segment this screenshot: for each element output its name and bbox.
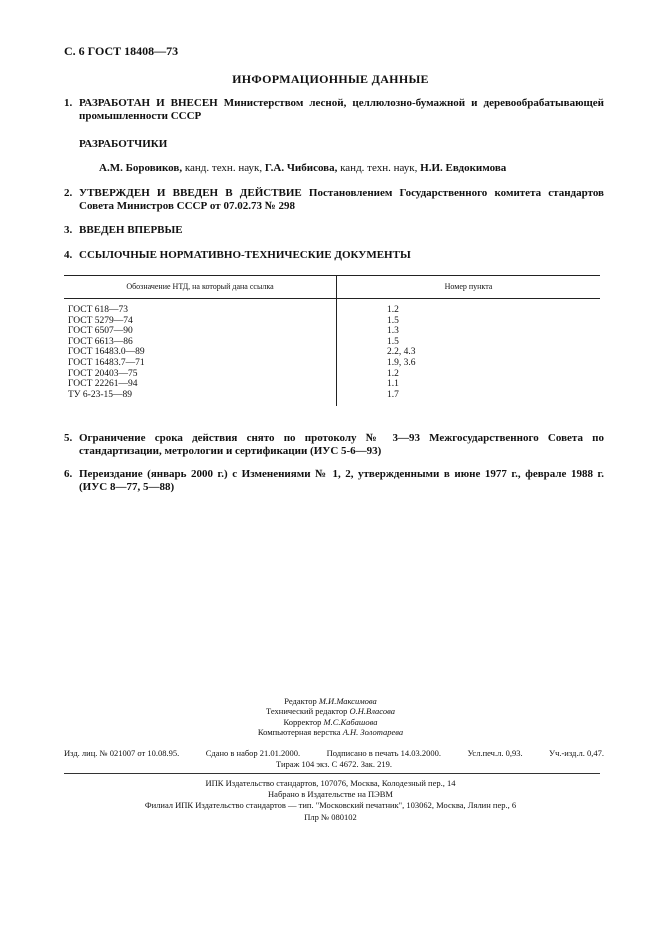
typeset-date: Сдано в набор 21.01.2000. xyxy=(205,748,301,758)
ntd-cell: ГОСТ 5279—74 xyxy=(64,316,337,327)
item-number: 1. xyxy=(64,97,73,109)
item-text: ССЫЛОЧНЫЕ НОРМАТИВНО-ТЕХНИЧЕСКИЕ ДОКУМЕНТЫ xyxy=(79,249,411,261)
ntd-cell: ГОСТ 22261—94 xyxy=(64,379,337,390)
publisher-line: Плр № 080102 xyxy=(304,811,357,822)
ntd-cell: ГОСТ 16483.0—89 xyxy=(64,347,337,358)
clause-cell: 1.3 xyxy=(387,326,399,337)
developer-name: А.М. Боровиков, xyxy=(99,162,183,174)
item-number: 6. xyxy=(64,468,73,480)
item-2 xyxy=(64,187,604,213)
developers-heading: РАЗРАБОТЧИКИ xyxy=(79,138,168,150)
reference-table xyxy=(64,275,600,406)
section-title: ИНФОРМАЦИОННЫЕ ДАННЫЕ xyxy=(232,72,429,86)
ntd-cell: ГОСТ 16483.7—71 xyxy=(64,358,337,369)
item-number: 3. xyxy=(64,224,73,236)
publisher-line: Филиал ИПК Издательство стандартов — тип. "Московский печатник", 103062, Москва, Лялин пер., 6 xyxy=(144,800,517,811)
item-6 xyxy=(64,468,604,494)
table-row xyxy=(64,347,600,358)
item-number: 4. xyxy=(64,249,73,261)
imprint-line xyxy=(0,717,661,727)
imprint-line xyxy=(0,727,661,737)
developers-list xyxy=(99,162,506,174)
table-row xyxy=(64,358,600,369)
item-1 xyxy=(64,97,604,123)
clause-cell: 1.7 xyxy=(387,389,399,400)
developer-name: Н.И. Евдокимова xyxy=(420,162,507,174)
divider xyxy=(64,773,600,774)
item-5 xyxy=(64,432,604,458)
item-text: Ограничение срока действия снято по протоколу № 3—93 Межгосударственного Совета по стандартизации, метрологии и сертификации (ИУС 5-6—93) xyxy=(79,432,604,457)
publishing-sheets: Уч.-изд.л. 0,47. xyxy=(549,748,604,758)
imprint-role: Компьютерная верстка xyxy=(257,727,341,738)
imprint-role: Технический редактор xyxy=(266,706,348,717)
developer-name: Г.А. Чибисова, xyxy=(264,162,338,174)
publisher-block xyxy=(0,778,661,823)
editorial-imprint xyxy=(0,696,661,738)
item-text: РАЗРАБОТАН И ВНЕСЕН Министерством лесной, целлюлозно-бумажной и деревообрабатывающей промышленности СССР xyxy=(79,97,604,122)
clause-cell: 1.5 xyxy=(387,315,399,326)
print-run xyxy=(64,759,604,769)
printed-sheets: Усл.печ.л. 0,93. xyxy=(467,748,523,758)
item-number: 5. xyxy=(64,432,73,444)
table-row xyxy=(64,326,600,337)
print-sign-date: Подписано в печать 14.03.2000. xyxy=(326,748,441,758)
item-4 xyxy=(64,249,604,262)
item-text: ВВЕДЕН ВПЕРВЫЕ xyxy=(79,224,183,236)
print-run-text: Тираж 104 экз. С 4672. Зак. 219. xyxy=(275,759,393,769)
column-header-clause: Номер пункта xyxy=(337,276,601,299)
ntd-cell: ГОСТ 20403—75 xyxy=(64,369,337,380)
item-3 xyxy=(64,224,604,237)
table-row xyxy=(64,390,600,401)
imprint-role: Редактор xyxy=(284,696,317,706)
developer-degree: канд. техн. наук, xyxy=(340,162,418,174)
imprint-line xyxy=(0,696,661,706)
publisher-line: Набрано в Издательстве на ПЭВМ xyxy=(268,789,393,800)
imprint-line xyxy=(0,706,661,716)
clause-cell: 1.5 xyxy=(387,336,399,347)
ntd-cell: ГОСТ 6613—86 xyxy=(64,337,337,348)
clause-cell: 1.1 xyxy=(387,379,399,390)
table-row xyxy=(64,316,600,327)
clause-cell: 1.2 xyxy=(387,368,399,379)
license-number: Изд. лиц. № 021007 от 10.08.95. xyxy=(64,748,180,758)
ntd-cell: ГОСТ 6507—90 xyxy=(64,326,337,337)
publisher-line: ИПК Издательство стандартов, 107076, Москва, Колодезный пер., 14 xyxy=(205,778,456,788)
column-header-ntd: Обозначение НТД, на который дана ссылка xyxy=(64,276,337,299)
item-text: Переиздание (январь 2000 г.) с Изменениями № 1, 2, утвержденными в июне 1977 г., феврале 1988 г. (ИУС 8—77, 5—88) xyxy=(79,468,604,493)
clause-cell: 2.2, 4.3 xyxy=(387,347,416,358)
item-text: УТВЕРЖДЕН И ВВЕДЕН В ДЕЙСТВИЕ Постановлением Государственного комитета стандартов Совета Министров СССР от 07.02.73 № 298 xyxy=(79,187,604,212)
table-row xyxy=(64,337,600,348)
item-number: 2. xyxy=(64,187,73,199)
imprint-role: Корректор xyxy=(283,716,322,727)
ntd-cell: ГОСТ 618—73 xyxy=(64,305,337,316)
table-row xyxy=(64,305,600,316)
issue-details xyxy=(64,748,604,758)
developer-degree: канд. техн. наук, xyxy=(184,162,263,174)
page-header: С. 6 ГОСТ 18408—73 xyxy=(64,44,179,58)
imprint-person: О.Н.Власова xyxy=(349,706,395,717)
table-header-row xyxy=(64,276,600,299)
imprint-person: М.С.Кабашова xyxy=(323,716,378,727)
clause-cell: 1.2 xyxy=(387,305,399,315)
imprint-person: М.И.Максимова xyxy=(318,696,377,706)
clause-cell: 1.9, 3.6 xyxy=(387,357,416,368)
imprint-person: А.Н. Золотарева xyxy=(342,727,404,738)
table-row xyxy=(64,379,600,390)
table-row xyxy=(64,369,600,380)
ntd-cell: ТУ 6-23-15—89 xyxy=(64,390,337,401)
